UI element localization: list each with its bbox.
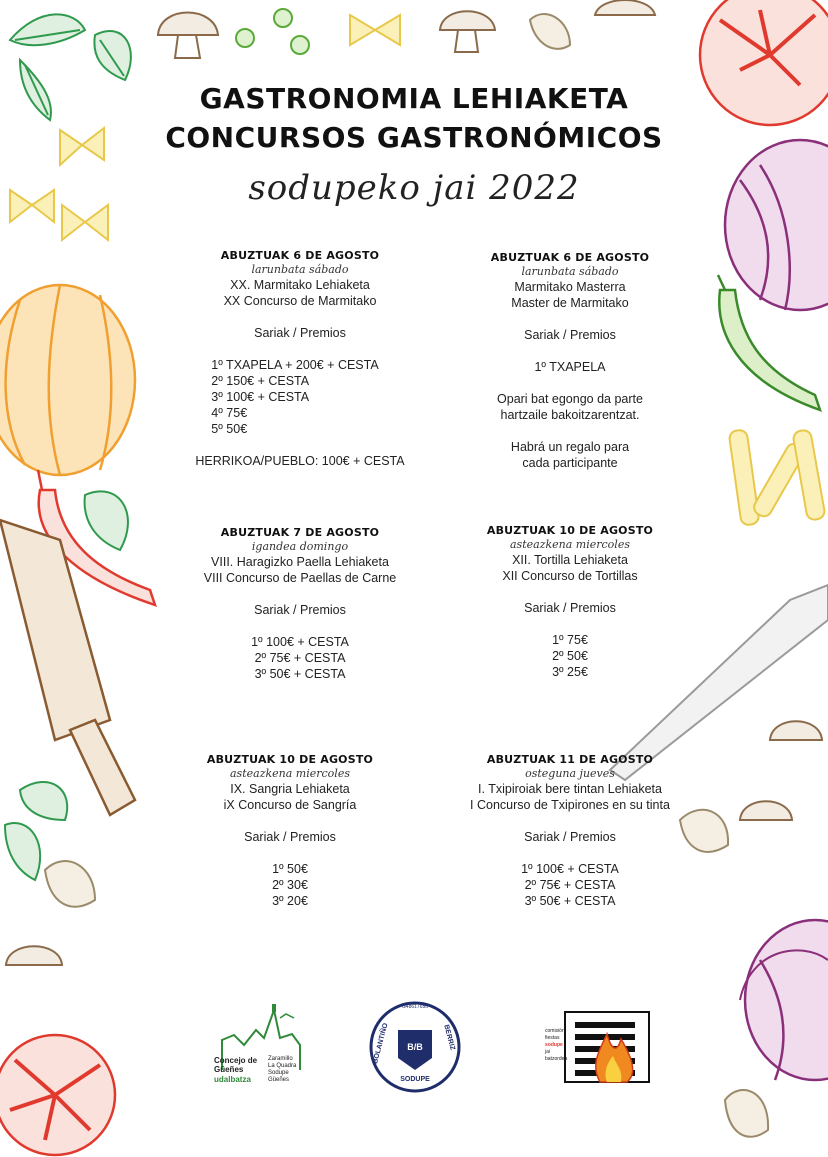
contest-name-es: XII Concurso de Tortillas	[502, 569, 638, 583]
prize-line: 3º 50€ + CESTA	[524, 894, 616, 908]
fiesta-text: sodupe	[545, 1042, 563, 1048]
prize-line: 2º 75€ + CESTA	[524, 878, 616, 892]
pumpkin-icon	[0, 285, 135, 475]
council-place: Sodupe	[268, 1070, 289, 1076]
note-es-1: Habrá un regalo para	[510, 440, 630, 454]
note-eu-2: hartzaile bakoitzarentzat.	[500, 408, 640, 422]
prize-line: 1º TXAPELA	[534, 360, 606, 374]
title-line-2: CONCURSOS GASTRONÓMICOS	[165, 121, 663, 154]
prize-line: 5º 50€	[211, 422, 248, 436]
contest-day: igandea domingo	[251, 540, 349, 553]
club-name-right: BERRIZ	[442, 1024, 456, 1051]
subtitle-sodupeko-jai: sodupeko jai 2022	[248, 168, 580, 208]
club-code: G48617656	[401, 1004, 429, 1010]
title-line-1: GASTRONOMIA LEHIAKETA	[199, 82, 629, 115]
note-eu-1: Opari bat egongo da parte	[497, 392, 643, 406]
guenes-council-logo	[214, 1000, 334, 1090]
prize-town: HERRIKOA/PUEBLO: 100€ + CESTA	[195, 454, 405, 468]
fiesta-text: fiestas	[545, 1035, 560, 1041]
prize-line: 3º 50€ + CESTA	[254, 667, 346, 681]
note-es-2: cada participante	[522, 456, 618, 470]
bolantino-berriz-club-logo	[368, 1000, 462, 1094]
prize-line: 2º 150€ + CESTA	[211, 374, 310, 388]
contest-name-es: Master de Marmitako	[511, 296, 629, 310]
prize-line: 3º 20€	[272, 894, 308, 908]
contest-day: asteazkena miercoles	[510, 538, 630, 551]
contest-day: larunbata sábado	[521, 265, 619, 278]
contest-sangria	[150, 753, 430, 909]
prizes-label: Sariak / Premios	[524, 328, 616, 342]
contest-date: ABUZTUAK 11 DE AGOSTO	[486, 753, 654, 766]
prize-line: 1º TXAPELA + 200€ + CESTA	[211, 358, 379, 372]
contest-date: ABUZTUAK 10 DE AGOSTO	[486, 524, 654, 537]
contest-date: ABUZTUAK 10 DE AGOSTO	[206, 753, 374, 766]
council-sub: udalbatza	[214, 1075, 251, 1084]
mushroom-icon	[158, 11, 495, 58]
prize-line: 2º 50€	[552, 649, 588, 663]
club-letters: B/B	[407, 1042, 423, 1052]
prize-line: 2º 75€ + CESTA	[254, 651, 346, 665]
fusilli-pasta-icon	[729, 429, 826, 526]
prize-line: 2º 30€	[272, 878, 308, 892]
contest-name-es: I Concurso de Txipirones en su tinta	[470, 798, 670, 812]
contest-name-eu: VIII. Haragizko Paella Lehiaketa	[211, 555, 389, 569]
council-name-1: Concejo de	[214, 1056, 258, 1065]
contest-name-eu: XII. Tortilla Lehiaketa	[512, 553, 628, 567]
contest-date: ABUZTUAK 6 DE AGOSTO	[490, 251, 650, 264]
rolling-pin-icon	[0, 520, 135, 815]
contest-name-es: VIII Concurso de Paellas de Carne	[203, 571, 397, 585]
contest-paella	[160, 526, 440, 682]
contest-marmitako	[160, 249, 440, 469]
contest-name-es: iX Concurso de Sangría	[223, 798, 357, 812]
prize-line: 1º 75€	[552, 633, 588, 647]
club-name-top: BOLANTIÑO	[372, 1022, 390, 1065]
contest-day: osteguna jueves	[525, 767, 615, 780]
fiesta-text: comisión	[545, 1028, 565, 1034]
prize-line: 3º 100€ + CESTA	[211, 390, 310, 404]
council-name-2: Güeñes	[214, 1065, 244, 1074]
prizes-label: Sariak / Premios	[244, 830, 336, 844]
contest-marmitako-master	[430, 251, 710, 471]
contest-day: asteazkena miercoles	[230, 767, 350, 780]
prize-line: 4º 75€	[211, 406, 248, 420]
contest-name-es: XX Concurso de Marmitako	[223, 294, 377, 308]
council-place: La Quadra	[268, 1063, 297, 1069]
contest-name-eu: Marmitako Masterra	[514, 280, 626, 294]
sodupe-fiestas-committee-logo	[545, 1004, 655, 1088]
prize-line: 1º 100€ + CESTA	[521, 862, 619, 876]
prizes-label: Sariak / Premios	[254, 326, 346, 340]
prizes-label: Sariak / Premios	[524, 830, 616, 844]
contest-date: ABUZTUAK 7 DE AGOSTO	[220, 526, 380, 539]
contest-name-eu: XX. Marmitako Lehiaketa	[230, 278, 370, 292]
contest-name-eu: I. Txipiroiak bere tintan Lehiaketa	[478, 782, 662, 796]
contest-tortilla	[430, 524, 710, 680]
fiesta-text: batzordea	[545, 1056, 568, 1062]
club-name-bottom: SODUPE	[400, 1076, 430, 1083]
council-place: Zaramillo	[268, 1056, 293, 1062]
contest-day: larunbata sábado	[251, 263, 349, 276]
prize-line: 3º 25€	[552, 665, 588, 679]
prizes-label: Sariak / Premios	[524, 601, 616, 615]
fiesta-text: jai	[545, 1049, 551, 1055]
prize-line: 1º 100€ + CESTA	[251, 635, 349, 649]
contest-name-eu: IX. Sangria Lehiaketa	[230, 782, 350, 796]
prizes-label: Sariak / Premios	[254, 603, 346, 617]
prize-line: 1º 50€	[272, 862, 308, 876]
peas-icon	[236, 9, 309, 54]
contest-date: ABUZTUAK 6 DE AGOSTO	[220, 249, 380, 262]
contest-txipirones	[430, 753, 710, 909]
council-place: Güeñes	[268, 1077, 290, 1083]
